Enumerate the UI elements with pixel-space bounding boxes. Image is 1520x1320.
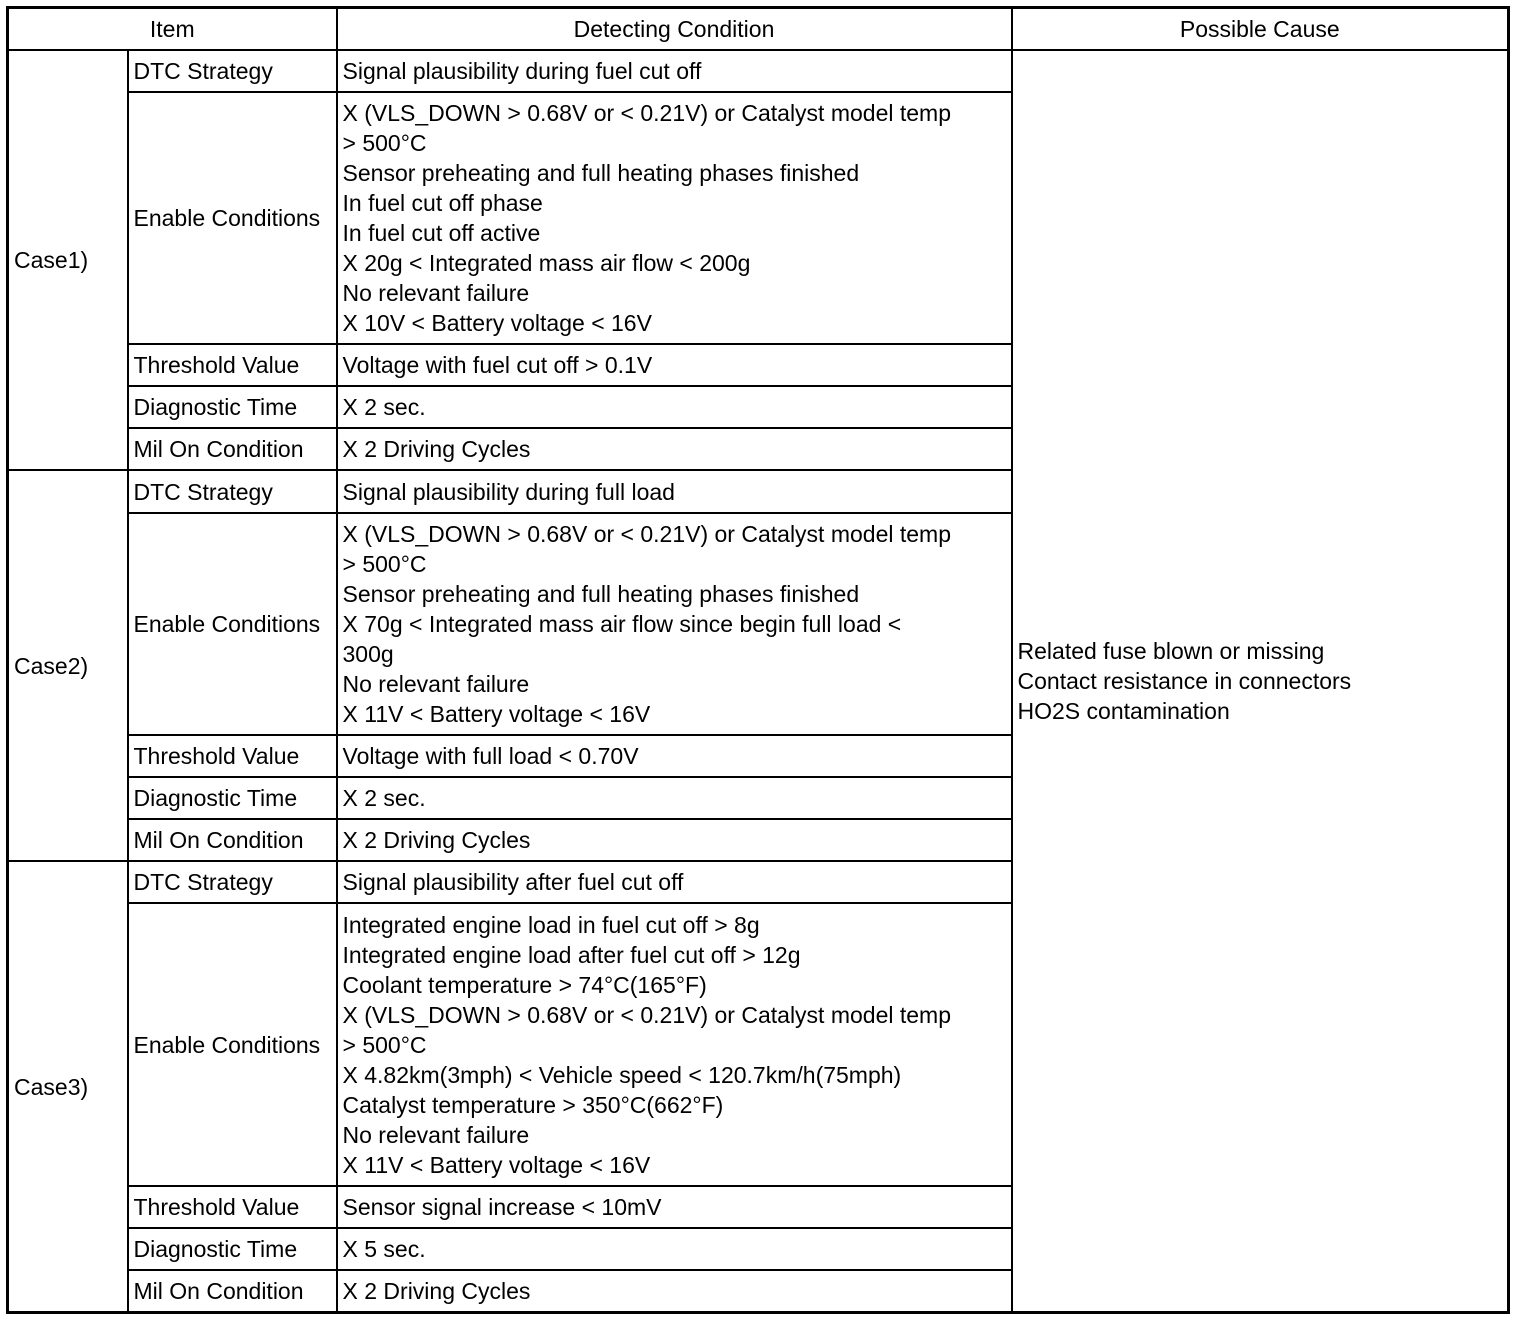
condition-cell (337, 470, 1012, 512)
possible-cause-line: HO2S contamination (1017, 697, 1230, 724)
condition-line: Sensor preheating and full heating phases finished (342, 159, 860, 186)
condition-cell (337, 1186, 1012, 1228)
condition-cell (337, 50, 1012, 92)
condition-cell (337, 1228, 1012, 1270)
condition-line: > 500°C (342, 550, 427, 577)
header-item: Item (8, 8, 337, 50)
condition-line: > 500°C (342, 1031, 427, 1058)
condition-line: X 2 Driving Cycles (342, 1278, 531, 1305)
item-cell: Enable Conditions (128, 903, 337, 1186)
condition-line: Voltage with full load < 0.70V (342, 743, 639, 770)
condition-line: X (VLS_DOWN > 0.68V or < 0.21V) or Catalyst model temp (342, 99, 951, 126)
condition-line: Integrated engine load after fuel cut off > 12g (342, 941, 801, 968)
condition-line: Signal plausibility after fuel cut off (342, 869, 684, 896)
condition-line: Catalyst temperature > 350°C(662°F) (342, 1091, 724, 1118)
condition-line: In fuel cut off active (342, 219, 541, 246)
header-possible-cause: Possible Cause (1012, 8, 1509, 50)
condition-cell (337, 1270, 1012, 1312)
condition-line: X 2 sec. (342, 785, 426, 812)
condition-cell (337, 777, 1012, 819)
condition-line: Signal plausibility during fuel cut off (342, 57, 702, 84)
case-label: Case3) (8, 861, 128, 1312)
case-label: Case1) (8, 50, 128, 471)
item-cell: Threshold Value (128, 1186, 337, 1228)
item-cell: Enable Conditions (128, 92, 337, 345)
condition-line: X 20g < Integrated mass air flow < 200g (342, 249, 751, 276)
item-cell: Mil On Condition (128, 428, 337, 470)
header-row (8, 8, 1509, 50)
condition-line: In fuel cut off phase (342, 189, 543, 216)
condition-line: X 10V < Battery voltage < 16V (342, 309, 652, 336)
possible-cause-line: Contact resistance in connectors (1017, 667, 1352, 694)
item-cell: DTC Strategy (128, 50, 337, 92)
condition-line: X 70g < Integrated mass air flow since begin full load < (342, 610, 902, 637)
item-cell: Threshold Value (128, 344, 337, 386)
condition-line: > 500°C (342, 129, 427, 156)
item-cell: Diagnostic Time (128, 777, 337, 819)
dtc-spec-table (6, 6, 1510, 1314)
item-cell: Mil On Condition (128, 1270, 337, 1312)
condition-line: Sensor preheating and full heating phases finished (342, 580, 860, 607)
condition-cell (337, 92, 1012, 345)
condition-line: No relevant failure (342, 670, 530, 697)
condition-line: Coolant temperature > 74°C(165°F) (342, 971, 707, 998)
condition-cell (337, 819, 1012, 861)
item-cell: Threshold Value (128, 735, 337, 777)
item-cell: DTC Strategy (128, 861, 337, 903)
item-cell: Mil On Condition (128, 819, 337, 861)
condition-line: 300g (342, 640, 394, 667)
condition-line: X 5 sec. (342, 1236, 426, 1263)
condition-cell (337, 344, 1012, 386)
condition-cell (337, 386, 1012, 428)
condition-cell (337, 428, 1012, 470)
possible-cause-cell (1012, 50, 1509, 1313)
item-cell: DTC Strategy (128, 470, 337, 512)
condition-cell (337, 513, 1012, 736)
condition-line: X 11V < Battery voltage < 16V (342, 1151, 651, 1178)
condition-line: X 2 Driving Cycles (342, 827, 531, 854)
item-cell: Diagnostic Time (128, 386, 337, 428)
condition-cell (337, 861, 1012, 903)
condition-line: X 2 Driving Cycles (342, 436, 531, 463)
condition-line: No relevant failure (342, 279, 530, 306)
condition-line: X (VLS_DOWN > 0.68V or < 0.21V) or Catalyst model temp (342, 520, 951, 547)
condition-line: Voltage with fuel cut off > 0.1V (342, 352, 653, 379)
condition-cell (337, 903, 1012, 1186)
item-cell: Diagnostic Time (128, 1228, 337, 1270)
condition-line: Signal plausibility during full load (342, 478, 675, 505)
condition-line: No relevant failure (342, 1121, 530, 1148)
condition-line: X 4.82km(3mph) < Vehicle speed < 120.7km/h(75mph) (342, 1061, 902, 1088)
condition-line: X 11V < Battery voltage < 16V (342, 700, 651, 727)
condition-line: Integrated engine load in fuel cut off > 8g (342, 911, 760, 938)
table-row (8, 50, 1509, 92)
condition-cell (337, 735, 1012, 777)
case-label: Case2) (8, 470, 128, 861)
possible-cause-line: Related fuse blown or missing (1017, 637, 1325, 664)
condition-line: X 2 sec. (342, 394, 426, 421)
header-detecting-condition: Detecting Condition (337, 8, 1012, 50)
condition-line: X (VLS_DOWN > 0.68V or < 0.21V) or Catalyst model temp (342, 1001, 951, 1028)
condition-line: Sensor signal increase < 10mV (342, 1194, 662, 1221)
item-cell: Enable Conditions (128, 513, 337, 736)
